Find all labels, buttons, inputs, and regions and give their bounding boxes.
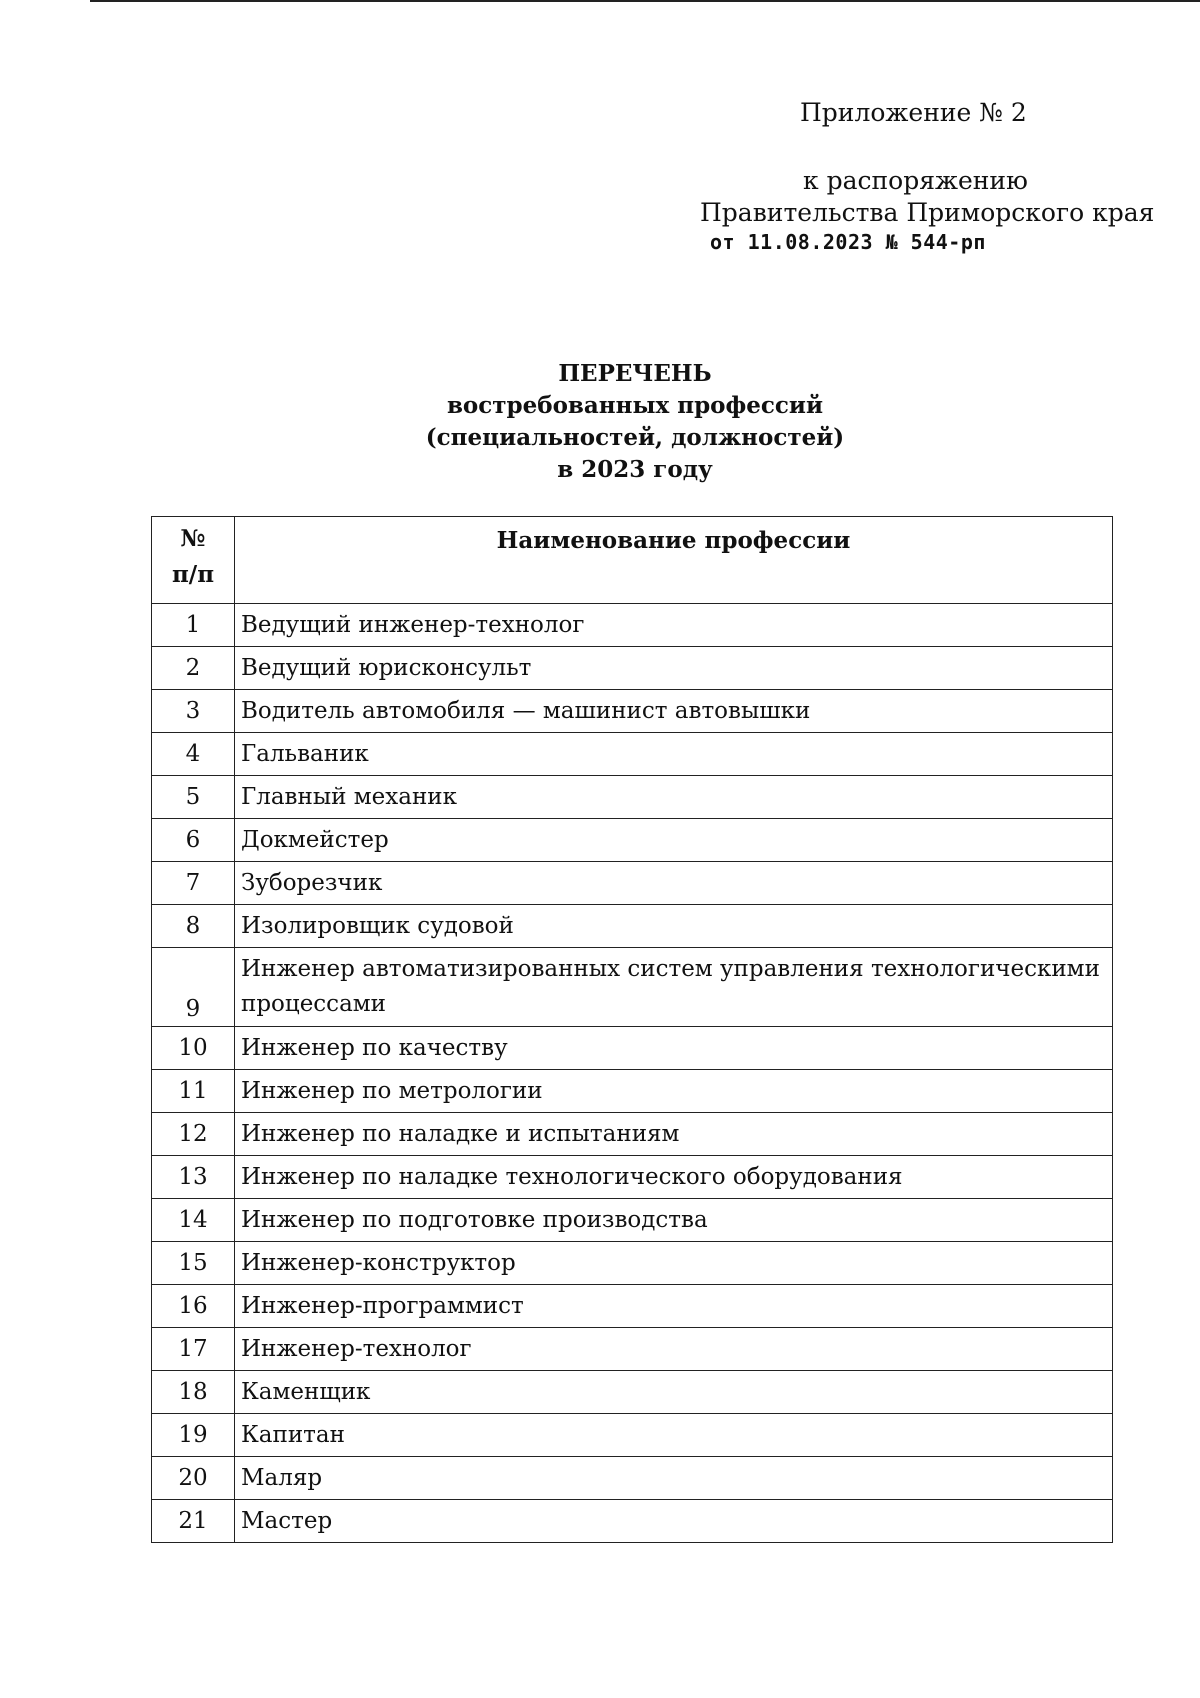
row-number: 10	[152, 1027, 235, 1070]
table-row	[152, 776, 1113, 819]
profession-name: Каменщик	[235, 1371, 1113, 1414]
column-header-number	[152, 517, 235, 604]
table-row	[152, 1414, 1113, 1457]
row-number: 1	[152, 604, 235, 647]
table-row	[152, 1113, 1113, 1156]
row-number: 14	[152, 1199, 235, 1242]
column-header-name: Наименование профессии	[235, 517, 1113, 604]
table-row	[152, 948, 1113, 1027]
table-row	[152, 1156, 1113, 1199]
table-row	[152, 647, 1113, 690]
table-row	[152, 1371, 1113, 1414]
row-number: 19	[152, 1414, 235, 1457]
profession-name: Инженер-конструктор	[235, 1242, 1113, 1285]
row-number: 9	[152, 948, 235, 1027]
title-line-2: востребованных профессий	[446, 392, 824, 419]
profession-name: Изолировщик судовой	[235, 905, 1113, 948]
row-number: 16	[152, 1285, 235, 1328]
profession-name: Гальваник	[235, 733, 1113, 776]
table-row	[152, 690, 1113, 733]
profession-name: Ведущий инженер-технолог	[235, 604, 1113, 647]
table-row	[152, 862, 1113, 905]
row-number: 8	[152, 905, 235, 948]
title-line-1: ПЕРЕЧЕНЬ	[558, 360, 712, 387]
table-row	[152, 905, 1113, 948]
column-header-number-line2: п/п	[171, 561, 215, 588]
profession-name: Инженер по наладке технологического оборудования	[235, 1156, 1113, 1199]
table-row	[152, 1070, 1113, 1113]
row-number: 15	[152, 1242, 235, 1285]
row-number: 3	[152, 690, 235, 733]
profession-name: Инженер по подготовке производства	[235, 1199, 1113, 1242]
row-number: 12	[152, 1113, 235, 1156]
table-row	[152, 604, 1113, 647]
page-top-border	[90, 0, 1200, 2]
row-number: 6	[152, 819, 235, 862]
profession-name: Ведущий юрисконсульт	[235, 647, 1113, 690]
row-number: 7	[152, 862, 235, 905]
profession-name: Инженер автоматизированных систем управления технологическими процессами	[235, 948, 1113, 1027]
title-line-4: в 2023 году	[557, 456, 713, 483]
row-number: 13	[152, 1156, 235, 1199]
profession-name: Маляр	[235, 1457, 1113, 1500]
profession-name: Инженер по метрологии	[235, 1070, 1113, 1113]
table-row	[152, 1027, 1113, 1070]
table-header-row	[152, 517, 1113, 604]
row-number: 2	[152, 647, 235, 690]
row-number: 4	[152, 733, 235, 776]
row-number: 20	[152, 1457, 235, 1500]
row-number: 17	[152, 1328, 235, 1371]
table-row	[152, 819, 1113, 862]
profession-name: Водитель автомобиля — машинист автовышки	[235, 690, 1113, 733]
profession-name: Инженер по наладке и испытаниям	[235, 1113, 1113, 1156]
document-title	[150, 358, 1120, 486]
profession-name: Инженер-программист	[235, 1285, 1113, 1328]
to-order-label: к распоряжению	[803, 166, 1028, 195]
table-body	[152, 604, 1113, 1543]
appendix-label: Приложение № 2	[800, 98, 1027, 127]
table-row	[152, 1328, 1113, 1371]
order-date-number: от 11.08.2023 № 544-рп	[710, 230, 986, 254]
table-row	[152, 1199, 1113, 1242]
column-header-number-line1: №	[180, 525, 206, 552]
table-row	[152, 1500, 1113, 1543]
table-row	[152, 1457, 1113, 1500]
table-row	[152, 733, 1113, 776]
table-row	[152, 1285, 1113, 1328]
row-number: 11	[152, 1070, 235, 1113]
profession-name: Главный механик	[235, 776, 1113, 819]
professions-table	[151, 516, 1113, 1543]
profession-name: Инженер по качеству	[235, 1027, 1113, 1070]
profession-name: Докмейстер	[235, 819, 1113, 862]
row-number: 5	[152, 776, 235, 819]
profession-name: Зуборезчик	[235, 862, 1113, 905]
row-number: 18	[152, 1371, 235, 1414]
profession-name: Капитан	[235, 1414, 1113, 1457]
row-number: 21	[152, 1500, 235, 1543]
title-line-3: (специальностей, должностей)	[425, 424, 845, 451]
profession-name: Мастер	[235, 1500, 1113, 1543]
table-row	[152, 1242, 1113, 1285]
government-label: Правительства Приморского края	[700, 198, 1155, 227]
profession-name: Инженер-технолог	[235, 1328, 1113, 1371]
